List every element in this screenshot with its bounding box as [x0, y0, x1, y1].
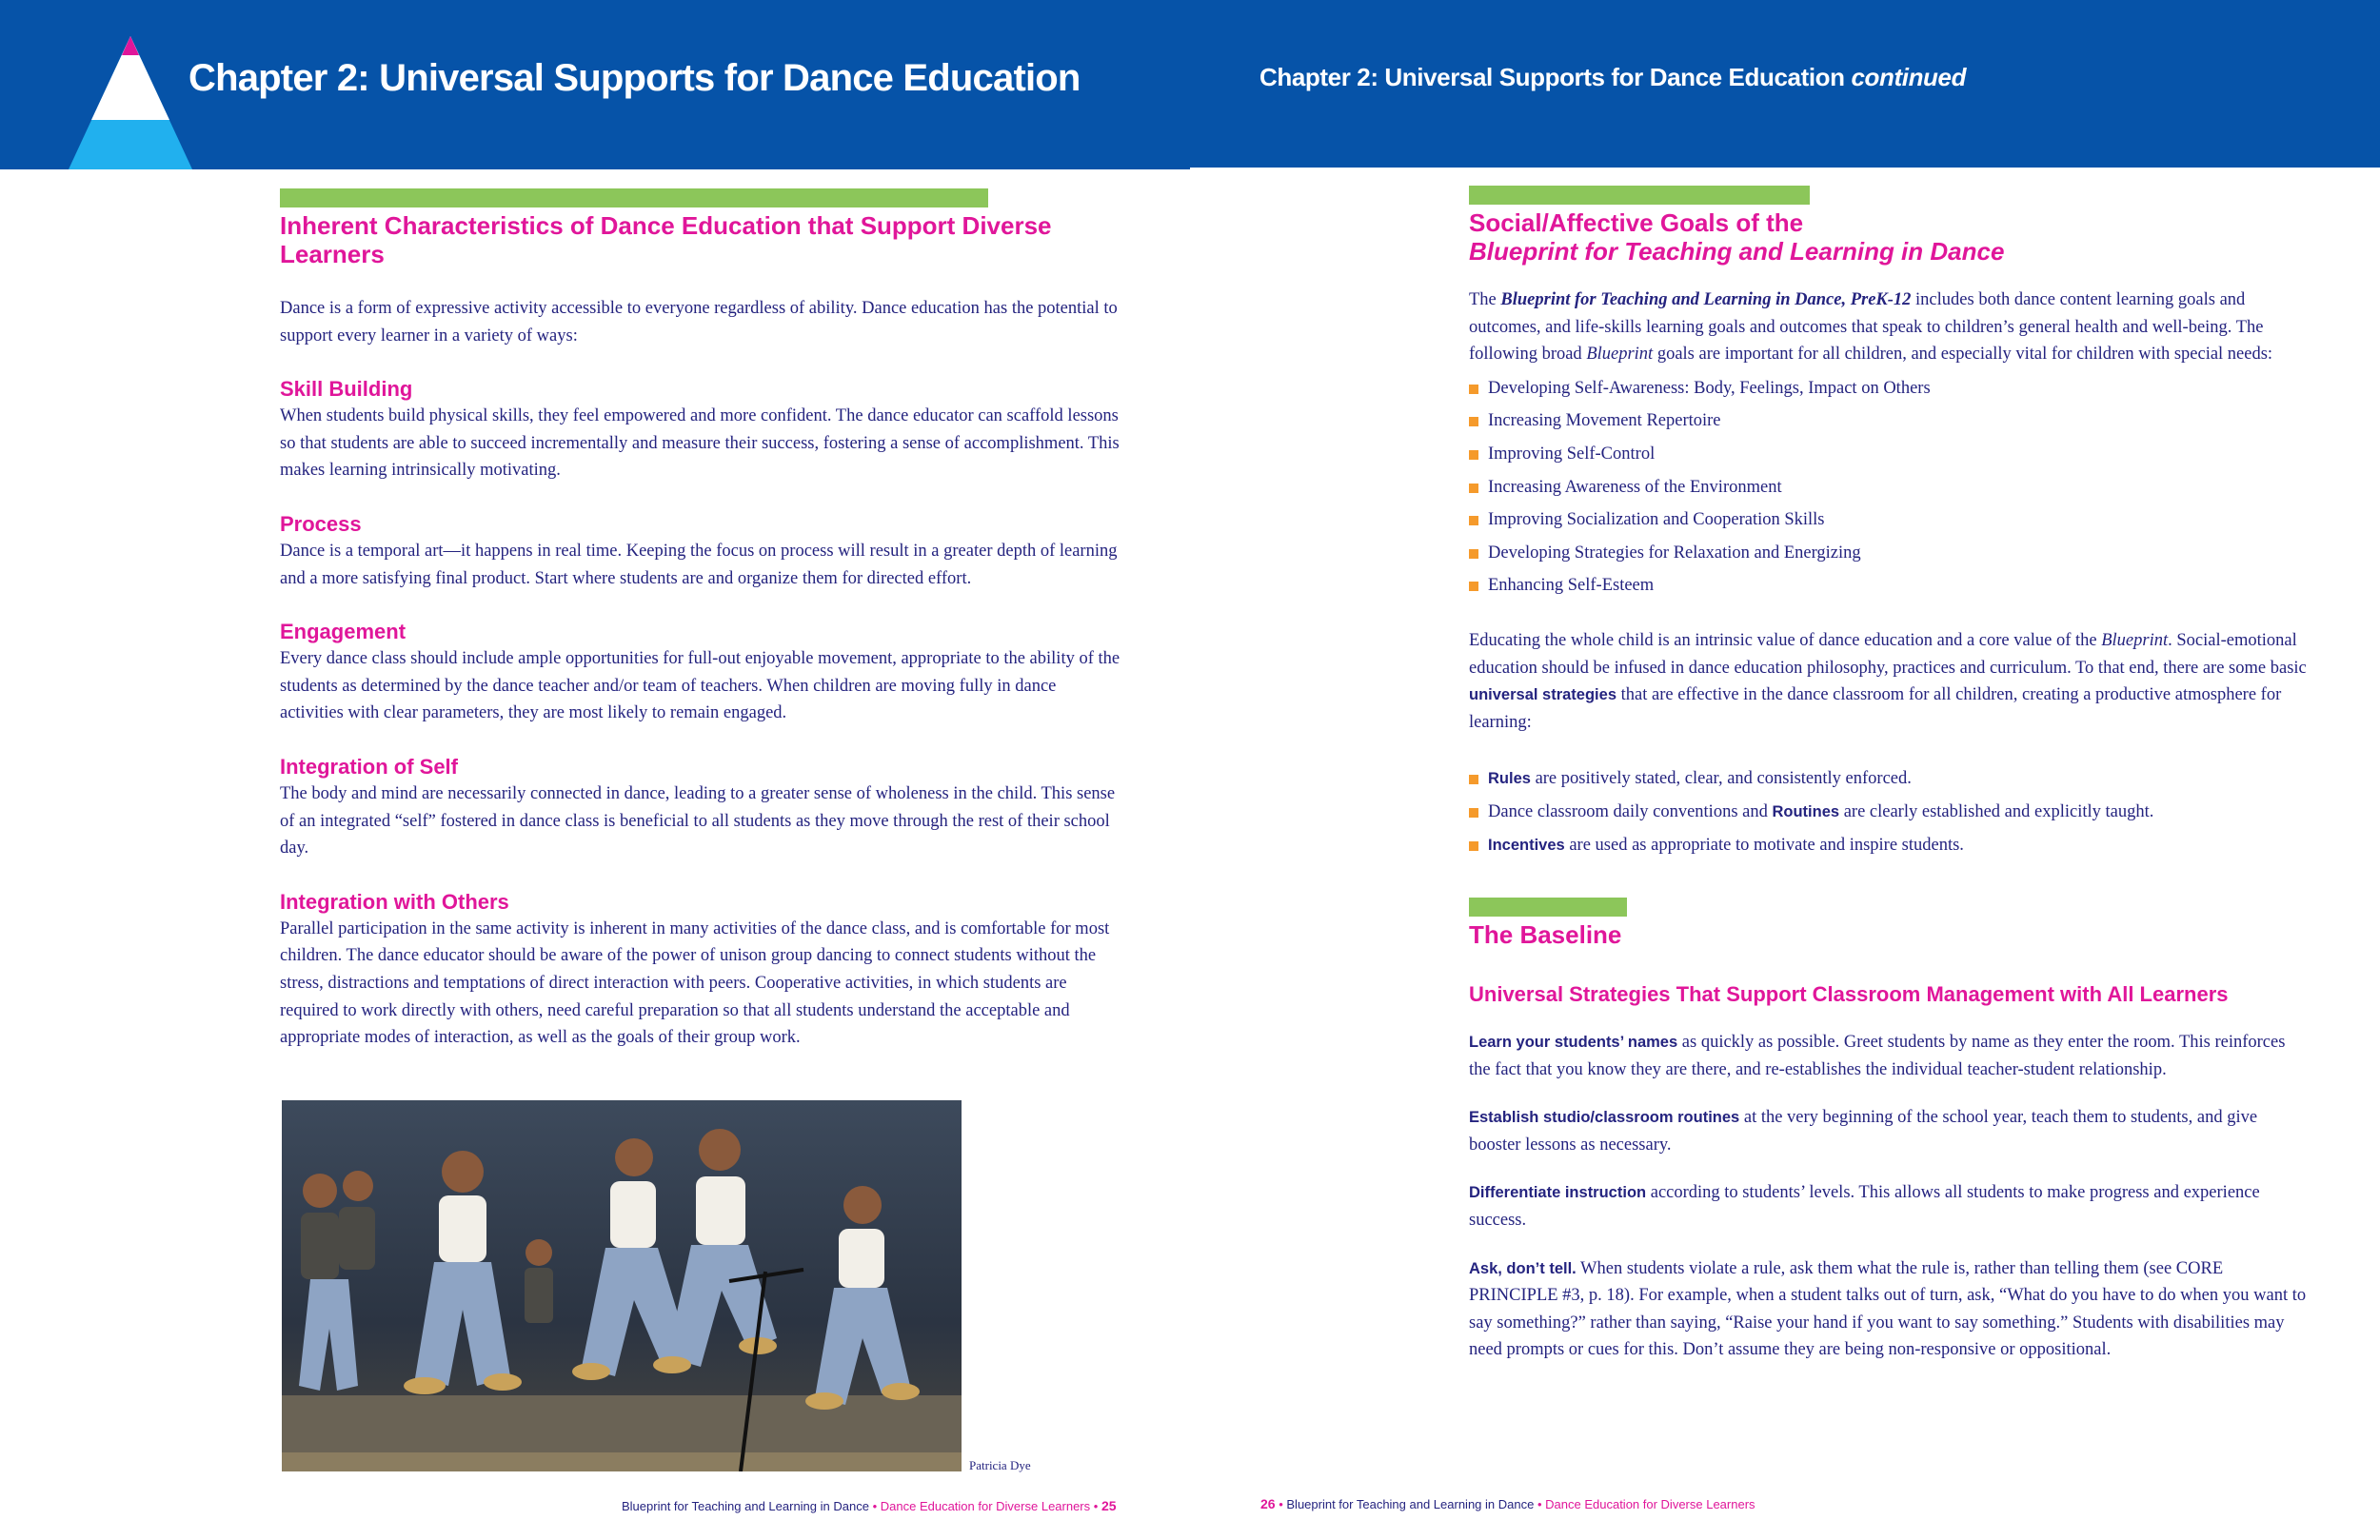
- chapter-title-right: [1259, 63, 1966, 92]
- section-title-skill-building: Skill Building: [280, 377, 413, 402]
- goals-heading-line1: Social/Affective Goals of the: [1469, 208, 1804, 237]
- section-accent-bar: [1469, 186, 1810, 205]
- baseline-heading: The Baseline: [1469, 920, 1622, 950]
- goals-intro-blueprint: Blueprint: [1586, 345, 1654, 365]
- strategy-text: are positively stated, clear, and consistently enforced.: [1530, 769, 1912, 789]
- baseline-item-keyword: Establish studio/classroom routines: [1469, 1109, 1740, 1127]
- baseline-item-text: When students violate a rule, ask them what the rule is, rather than telling them (see CORE PRINCIPLE #3, p. 18). For example, when a student talks out of turn, ask, “What do you have to do when you want to say something?” rather than saying, “Raise your hand if you want to say something.” Students with disabilities may need prompts or cues for this. Don’t assume they are being non-responsive or oppositional.: [1469, 1258, 2307, 1360]
- strategy-keyword: Rules: [1488, 770, 1531, 788]
- whole-child-blueprint: Blueprint: [2101, 630, 2169, 650]
- goals-intro-text: goals are important for all children, and especially vital for children with special needs:: [1653, 345, 2273, 365]
- baseline-item-text: as quickly as possible. Greet students by name as they enter the room. This reinforces the fact that you know they are there, and re-establishes the individual teacher-student relationship.: [1469, 1033, 2286, 1079]
- section-title-integration-others: Integration with Others: [280, 889, 509, 914]
- section-body-integration-self: The body and mind are necessarily connected in dance, leading to a greater sense of wholeness in the child. This sense of an integrated “self” fostered in dance class is beneficial to all students as they move through the rest of their school day.: [280, 783, 1116, 859]
- goals-intro-paragraph: [1469, 286, 2307, 368]
- goal-item: Improving Socialization and Cooperation Skills: [1469, 503, 2307, 537]
- left-intro-paragraph: Dance is a form of expressive activity accessible to everyone regardless of ability. Dance education has the potential to support every learner in a variety of ways:: [280, 299, 1118, 346]
- footer-separator: •: [1279, 1497, 1283, 1511]
- strategy-text: are clearly established and explicitly taught.: [1839, 801, 2154, 821]
- right-page-column: [1469, 186, 2307, 1364]
- whole-child-text: that are effective in the dance classroom for all children, creating a productive atmosphere for learning:: [1469, 685, 2282, 732]
- section-title-integration-self: Integration of Self: [280, 754, 458, 779]
- baseline-subheading: Universal Strategies That Support Classroom Management with All Learners: [1469, 982, 2229, 1007]
- goal-item: Improving Self-Control: [1469, 438, 2307, 471]
- baseline-item-keyword: Ask, don’t tell.: [1469, 1259, 1577, 1277]
- chapter-title-continued: continued: [1851, 63, 1967, 91]
- footer-separator: •: [1537, 1497, 1542, 1511]
- goal-item: Increasing Movement Repertoire: [1469, 405, 2307, 438]
- strategy-item: [1469, 796, 2307, 829]
- section-title-engagement: Engagement: [280, 620, 407, 644]
- strategy-text: Dance classroom daily conventions and: [1488, 801, 1773, 821]
- section-accent-bar: [1469, 898, 1627, 917]
- footer-section-left: Dance Education for Diverse Learners: [880, 1499, 1091, 1513]
- dancers-photo-illustration: [282, 1100, 962, 1471]
- left-page-heading: Inherent Characteristics of Dance Education that Support Diverse Learners: [280, 211, 1052, 268]
- baseline-item-text: at the very beginning of the school year, teach them to students, and give booster lessons as necessary.: [1469, 1108, 2258, 1155]
- strategy-item: [1469, 829, 2307, 862]
- goal-item: Increasing Awareness of the Environment: [1469, 471, 2307, 504]
- left-footer: [622, 1498, 1117, 1513]
- strategy-text: are used as appropriate to motivate and inspire students.: [1564, 835, 1964, 855]
- goals-heading-line2: Blueprint for Teaching and Learning in Dance: [1469, 237, 2005, 266]
- page-number-right: 26: [1260, 1496, 1276, 1511]
- section-title-process: Process: [280, 511, 362, 536]
- strategy-keyword: Routines: [1772, 802, 1840, 820]
- goals-list: [1469, 372, 2307, 602]
- baseline-item-keyword: Learn your students’ names: [1469, 1034, 1678, 1052]
- whole-child-universal-strategies: universal strategies: [1469, 686, 1616, 704]
- photo-credit: Patricia Dye: [969, 1458, 1031, 1472]
- footer-book-title-right: Blueprint for Teaching and Learning in Dance: [1286, 1497, 1535, 1511]
- whole-child-paragraph: [1469, 627, 2307, 736]
- right-footer: [1260, 1496, 1755, 1511]
- baseline-item-text: according to students’ levels. This allows all students to make progress and experience success.: [1469, 1183, 2260, 1231]
- chapter-title-left: Chapter 2: Universal Supports for Dance Education: [188, 57, 1081, 99]
- goal-item: Developing Self-Awareness: Body, Feelings, Impact on Others: [1469, 372, 2307, 405]
- goals-heading: [1469, 208, 2307, 266]
- footer-separator: •: [872, 1499, 878, 1513]
- goals-intro-text: The: [1469, 290, 1501, 309]
- strategies-list: [1469, 762, 2307, 861]
- baseline-item: [1469, 1029, 2307, 1083]
- strategy-keyword: Incentives: [1488, 836, 1565, 854]
- section-body-integration-others: Parallel participation in the same activity is inherent in many activities of the dance class, and is comfortable for most children. The dance educator should be aware of the power of unison group dancing to connect students without the stress, distractions and temptations of direct interaction with peers. Cooperative activities, in which students are required to work directly with others, need careful preparation so that all students understand the acceptable and appropriate modes of interaction, as well as the goals of their group work.: [280, 918, 1110, 1048]
- baseline-item-keyword: Differentiate instruction: [1469, 1184, 1647, 1202]
- whole-child-text: Educating the whole child is an intrinsic value of dance education and a core value of the: [1469, 630, 2102, 650]
- left-page-column: [280, 188, 1121, 1052]
- chapter-title-right-text: Chapter 2: Universal Supports for Dance Education: [1259, 63, 1845, 91]
- section-body-process: Dance is a temporal art—it happens in real time. Keeping the focus on process will result in a greater depth of learning and a more satisfying final product. Start where students are and organize them for directed effort.: [280, 541, 1118, 588]
- section-body-engagement: Every dance class should include ample opportunities for full-out enjoyable movement, appropriate to the ability of the students as determined by the dance teacher and/or team of teachers. When children are moving fully in dance activities with clear parameters, they are most likely to remain engaged.: [280, 649, 1121, 723]
- section-accent-bar: [280, 188, 988, 207]
- whole-child-text: . Social-emotional education should be infused in dance education philosophy, practices and curriculum. To that end, there are some basic: [1469, 630, 2307, 678]
- footer-separator: •: [1093, 1499, 1099, 1513]
- footer-section-right: Dance Education for Diverse Learners: [1545, 1497, 1755, 1511]
- goal-item: Developing Strategies for Relaxation and Energizing: [1469, 537, 2307, 570]
- baseline-item: [1469, 1104, 2307, 1158]
- goals-intro-text: includes both dance content learning goals and outcomes, and life-skills learning goals and outcomes that speak to children’s general health and well-being. The following broad: [1469, 290, 2264, 365]
- page-number-left: 25: [1101, 1498, 1117, 1513]
- goal-item: Enhancing Self-Esteem: [1469, 569, 2307, 602]
- baseline-item: [1469, 1179, 2307, 1234]
- baseline-item: [1469, 1255, 2307, 1364]
- strategy-item: [1469, 762, 2307, 796]
- section-body-skill-building: When students build physical skills, they feel empowered and more confident. The dance educator can scaffold lessons so that students are able to succeed incrementally and measure their success, fostering a sense of accomplishment. This makes learning intrinsically motivating.: [280, 406, 1120, 481]
- goals-intro-book-title: Blueprint for Teaching and Learning in Dance, PreK-12: [1500, 290, 1912, 309]
- dancers-photo: [282, 1100, 962, 1471]
- footer-book-title-left: Blueprint for Teaching and Learning in Dance: [622, 1499, 869, 1513]
- pyramid-logo-icon: [69, 36, 192, 169]
